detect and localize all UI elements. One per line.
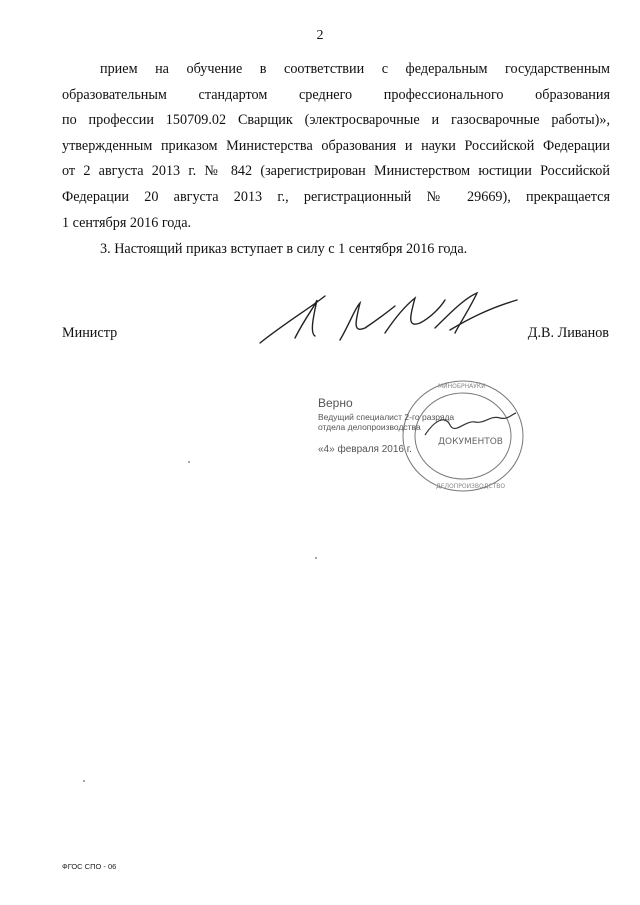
- paragraph-1: [62, 57, 610, 236]
- paragraph-line: утвержденным приказом Министерства образования и науки Российской Федерации: [62, 137, 610, 154]
- certification-date: «4» февраля 2016 г.: [318, 444, 412, 455]
- minister-signature: [255, 288, 530, 348]
- minister-title: Министр: [62, 325, 118, 341]
- certification-verno: Верно: [318, 396, 353, 410]
- svg-text:ДЕЛОПРОИЗВОДСТВО: ДЕЛОПРОИЗВОДСТВО: [436, 483, 506, 490]
- certification-signature: [420, 410, 520, 440]
- paragraph-line: 1 сентября 2016 года.: [62, 214, 192, 231]
- paragraph-line: образовательным стандартом среднего профессионального образования: [62, 86, 610, 103]
- footer-code: ФГОС СПО - 06: [62, 862, 117, 871]
- paragraph-line: прием на обучение в соответствии с федеральным государственным: [100, 61, 610, 77]
- paragraph-line: по профессии 150709.02 Сварщик (электросварочные и газосварочные работы)»,: [62, 112, 610, 129]
- paragraph-3: 3. Настоящий приказ вступает в силу с 1 сентября 2016 года.: [100, 241, 468, 257]
- paragraph-line: от 2 августа 2013 г. № 842 (зарегистрирован Министерством юстиции Российской: [62, 163, 610, 180]
- stamp-text: ДОКУМЕНТОВ: [438, 437, 503, 447]
- minister-name: Д.В. Ливанов: [527, 325, 609, 341]
- certification-position: Ведущий специалист 2-го разряда: [318, 412, 455, 422]
- scan-speck: [83, 780, 85, 782]
- paragraph-line: Федерации 20 августа 2013 г., регистрационный № 29669), прекращается: [62, 188, 610, 205]
- svg-text:МИНОБРНАУКИ: МИНОБРНАУКИ: [438, 383, 486, 390]
- certification-department: отдела делопроизводства: [318, 422, 421, 432]
- scan-speck: [188, 461, 190, 463]
- page-number: 2: [316, 28, 324, 43]
- scan-speck: [315, 557, 317, 559]
